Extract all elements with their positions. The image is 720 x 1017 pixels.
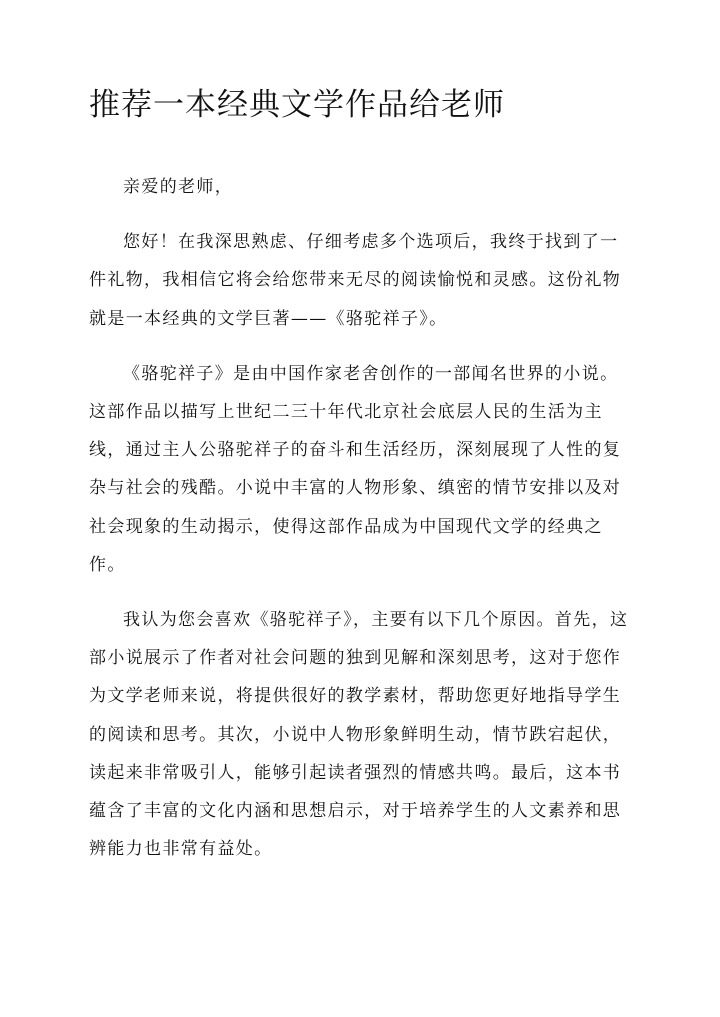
paragraph-intro: 您好！在我深思熟虑、仔细考虑多个选项后，我终于找到了一件礼物，我相信它将会给您带来无尽的阅读愉悦和灵感。这份礼物就是一本经典的文学巨著——《骆驼祥子》。 <box>89 232 622 329</box>
paragraph-reasons: 我认为您会喜欢《骆驼祥子》，主要有以下几个原因。首先，这部小说展示了作者对社会问题的独到见解和深刻思考，这对于您作为文学老师来说，将提供很好的教学素材，帮助您更好地指导学生的阅读和思考。其次，小说中人物形象鲜明生动，情节跌宕起伏，读起来非常吸引人，能够引起读者强烈的情感共鸣。最后，这本书蕴含了丰富的文化内涵和思想启示，对于培养学生的人文素养和思辨能力也非常有益处。 <box>89 610 629 860</box>
document-title: 推荐一本经典文学作品给老师 <box>89 87 505 123</box>
letter-greeting: 亲爱的老师， <box>123 177 234 197</box>
letter-body <box>89 168 634 885</box>
paragraph-book-description: 《骆驼祥子》是由中国作家老舍创作的一部闻名世界的小说。这部作品以描写上世纪二三十年代北京社会底层人民的生活为主线，通过主人公骆驼祥子的奋斗和生活经历，深刻展现了人性的复杂与社会的残酷。小说中丰富的人物形象、缜密的情节安排以及对社会现象的生动揭示，使得这部作品成为中国现代文学的经典之作。 <box>89 363 622 575</box>
